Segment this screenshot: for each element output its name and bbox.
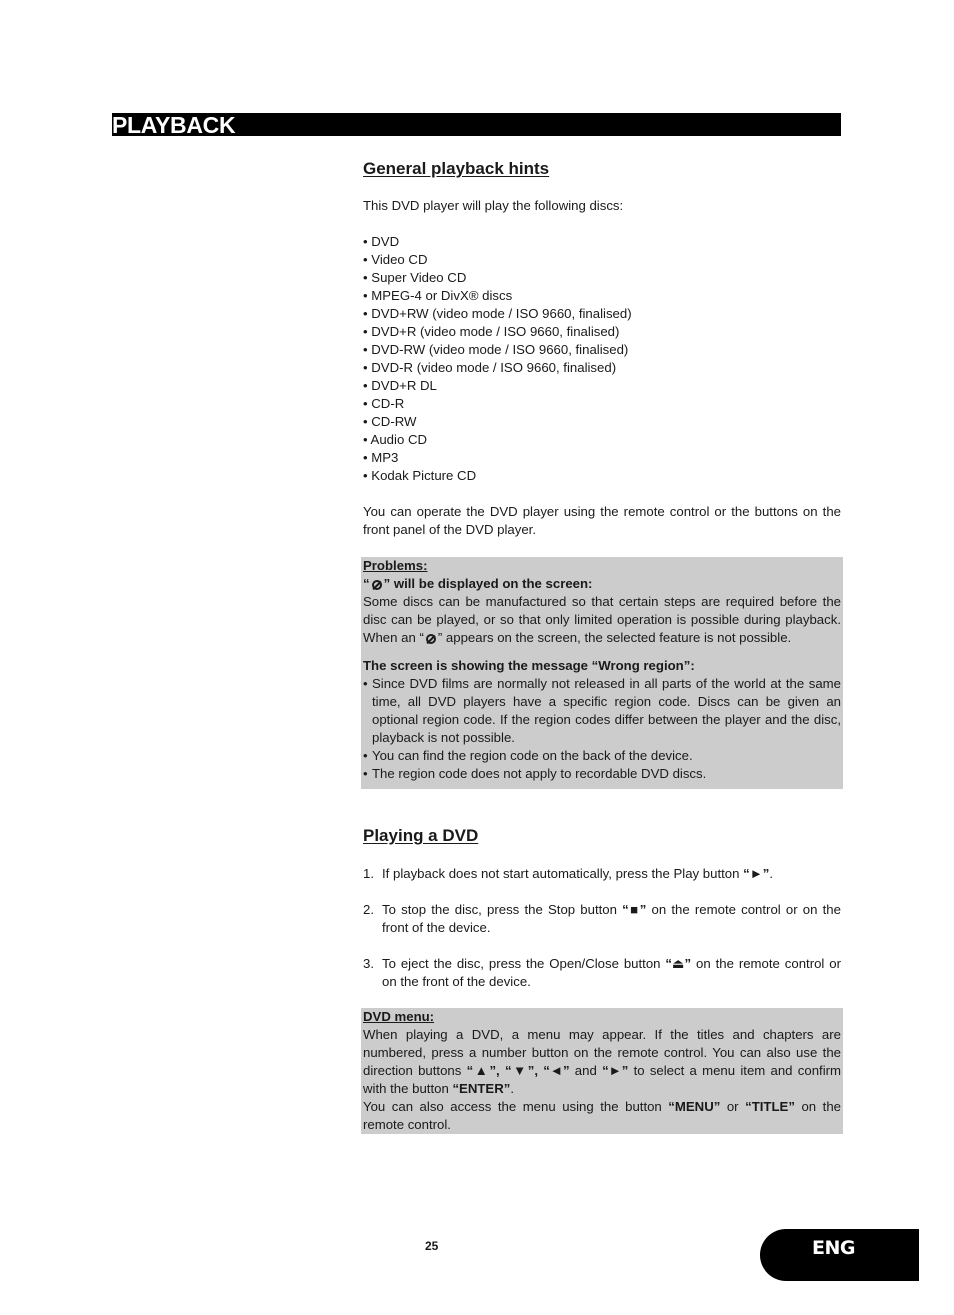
play-icon: “►”: [743, 866, 770, 881]
list-item: 1. If playback does not start automatically, press the Play button “►”.: [363, 866, 774, 881]
list-item: 3. To eject the disc, press the Open/Close button “⏏” on the remote control or on the front of the device.: [363, 956, 841, 989]
dvd-menu-paragraph: When playing a DVD, a menu may appear. If the titles and chapters are numbered, press a number button on the remote control. You can also use the direction buttons “▲”, “▼”, “◄” and “►” to select a menu item and confirm with the button “ENTER”.: [363, 1027, 842, 1096]
list-item: • Since DVD films are normally not released in all parts of the world at the same time, all DVD players have a specific region code. Discs can be given an optional region code. If the region codes differ between the player and the disc, playback is not possible.: [363, 676, 841, 745]
no-entry-icon: [426, 634, 436, 644]
operate-text: You can operate the DVD player using the remote control or the buttons on the front panel of the DVD player.: [363, 504, 841, 537]
list-item: • Video CD: [363, 252, 428, 267]
problems-title: Problems:: [363, 558, 428, 573]
list-item: • MPEG-4 or DivX® discs: [363, 288, 513, 303]
general-intro: This DVD player will play the following discs:: [363, 198, 624, 213]
right-arrow-icon: “►”: [602, 1063, 629, 1078]
list-item: • DVD: [363, 234, 400, 249]
wrong-region-heading: The screen is showing the message “Wrong region”:: [363, 658, 695, 673]
section-title-bar: [112, 113, 841, 136]
dvd-menu-box: [361, 1008, 843, 1134]
problems-box: [361, 557, 843, 789]
problems-subheading-symbol: “ ” will be displayed on the screen:: [363, 576, 593, 591]
stop-icon: “■”: [622, 902, 647, 917]
disc-list: [363, 233, 841, 485]
list-item: • Kodak Picture CD: [363, 468, 477, 483]
list-item: • DVD+RW (video mode / ISO 9660, finalised): [363, 306, 632, 321]
no-entry-icon: [372, 580, 382, 590]
list-item: 2. To stop the disc, press the Stop button “■” on the remote control or on the front of the device.: [363, 902, 841, 935]
section-title: PLAYBACK: [112, 112, 236, 138]
dvd-menu-paragraph: You can also access the menu using the button “MENU” or “TITLE” on the remote control.: [363, 1099, 841, 1132]
list-item: • CD-RW: [363, 414, 417, 429]
page-number: 25: [425, 1239, 439, 1253]
list-item: • Super Video CD: [363, 270, 467, 285]
playing-section: [363, 827, 841, 1009]
direction-arrows-icon: “▲”, “▼”, “◄”: [466, 1063, 570, 1078]
list-item: • CD-R: [363, 396, 405, 411]
list-item: • DVD+R (video mode / ISO 9660, finalised): [363, 324, 620, 339]
list-item: • DVD+R DL: [363, 378, 437, 393]
dvd-menu-title: DVD menu:: [363, 1009, 435, 1024]
list-item: • DVD-RW (video mode / ISO 9660, finalised): [363, 342, 629, 357]
problems-paragraph: Some discs can be manufactured so that certain steps are required before the disc can be played, or so that only limited operation is possible during playback. When an “ ” appears on the screen, the selected feature is not possible.: [363, 594, 841, 645]
list-item: • You can find the region code on the back of the device.: [363, 748, 693, 763]
language-tab: [760, 1229, 919, 1281]
general-heading: General playback hints: [363, 159, 550, 178]
list-item: • DVD-R (video mode / ISO 9660, finalised): [363, 360, 617, 375]
general-section: [363, 160, 841, 539]
eject-icon: “⏏”: [665, 956, 692, 971]
playing-steps: [363, 865, 841, 991]
playing-heading: Playing a DVD: [363, 826, 479, 845]
list-item: • The region code does not apply to recordable DVD discs.: [363, 766, 707, 781]
list-item: • Audio CD: [363, 432, 427, 447]
language-tab-label: ENG: [812, 1237, 855, 1259]
list-item: • MP3: [363, 450, 399, 465]
